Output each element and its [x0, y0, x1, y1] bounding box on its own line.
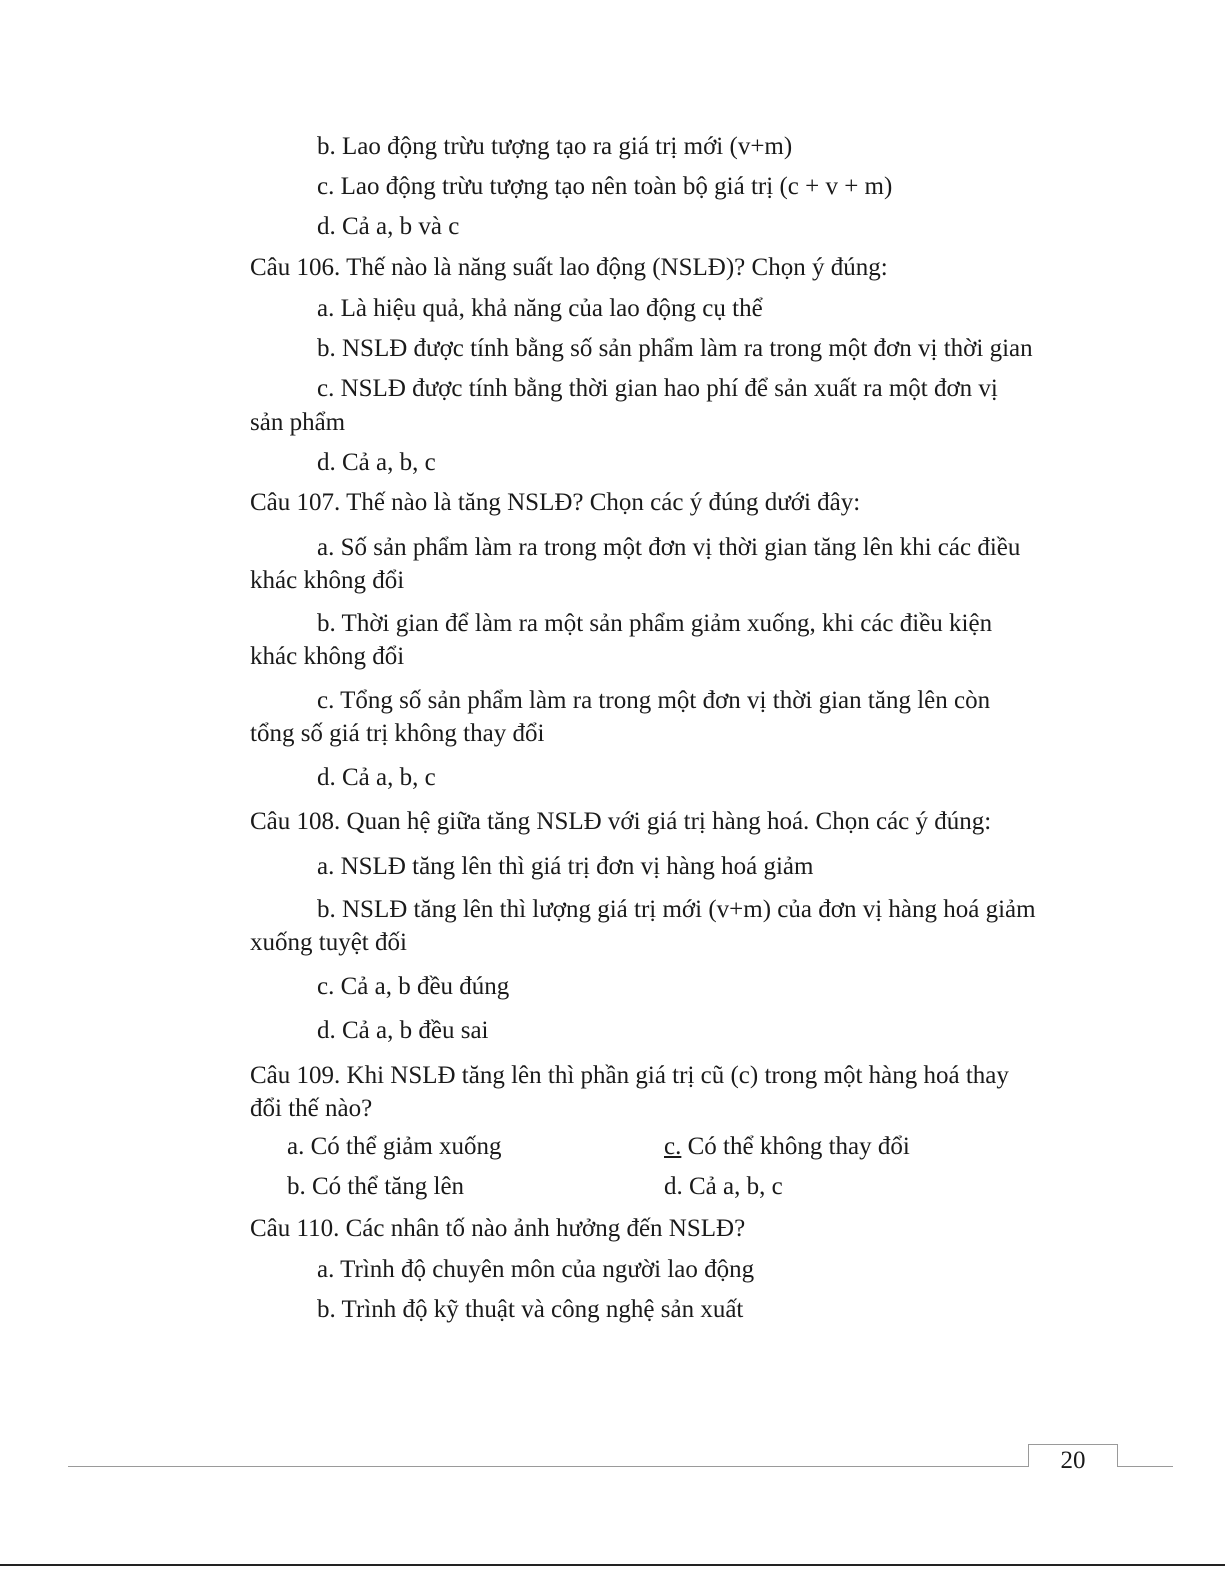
q108-option-c: c. Cả a, b đều đúng: [317, 973, 510, 1000]
q110-question: Câu 110. Các nhân tố nào ảnh hưởng đến NSLĐ?: [250, 1215, 746, 1242]
q109-option-c: [664, 1130, 910, 1164]
q106-option-c: c. NSLĐ được tính bằng thời gian hao phí để sản xuất ra một đơn vị: [317, 375, 998, 402]
q109-question-continued: đổi thế nào?: [250, 1095, 373, 1122]
q110-option-b: b. Trình độ kỹ thuật và công nghệ sản xuất: [317, 1296, 744, 1323]
page-bottom-edge: [0, 1564, 1225, 1566]
q106-question: Câu 106. Thế nào là năng suất lao động (NSLĐ)? Chọn ý đúng:: [250, 254, 888, 281]
q107-option-d: d. Cả a, b, c: [317, 764, 436, 791]
q105-option-d: d. Cả a, b và c: [317, 213, 460, 240]
q106-option-d: d. Cả a, b, c: [317, 449, 436, 476]
q107-question: Câu 107. Thế nào là tăng NSLĐ? Chọn các ý đúng dưới đây:: [250, 489, 861, 516]
footer-rule: [68, 1466, 1028, 1467]
q108-option-b: b. NSLĐ tăng lên thì lượng giá trị mới (v+m) của đơn vị hàng hoá giảm: [317, 896, 1036, 923]
page-number: 20: [1060, 1447, 1086, 1474]
q109-option-c-letter: c.: [664, 1133, 682, 1160]
q107-option-a-continued: khác không đổi: [250, 567, 405, 594]
q106-option-c-continued: sản phẩm: [250, 409, 346, 436]
q105-option-c: c. Lao động trừu tượng tạo nên toàn bộ giá trị (c + v + m): [317, 173, 893, 200]
q106-option-b: b. NSLĐ được tính bằng số sản phẩm làm ra trong một đơn vị thời gian: [317, 335, 1033, 362]
q107-option-b: b. Thời gian để làm ra một sản phẩm giảm xuống, khi các điều kiện: [317, 610, 993, 637]
q109-option-b: b. Có thể tăng lên: [287, 1173, 465, 1200]
q105-option-b: b. Lao động trừu tượng tạo ra giá trị mới (v+m): [317, 133, 793, 160]
q109-question: Câu 109. Khi NSLĐ tăng lên thì phần giá trị cũ (c) trong một hàng hoá thay: [250, 1062, 1009, 1089]
q108-option-a: a. NSLĐ tăng lên thì giá trị đơn vị hàng hoá giảm: [317, 853, 814, 880]
footer-rule-right: [1117, 1466, 1173, 1467]
q107-option-a: a. Số sản phẩm làm ra trong một đơn vị thời gian tăng lên khi các điều: [317, 534, 1021, 561]
q109-option-c-text: Có thể không thay đổi: [681, 1133, 910, 1160]
q108-question: Câu 108. Quan hệ giữa tăng NSLĐ với giá trị hàng hoá. Chọn các ý đúng:: [250, 808, 992, 835]
q106-option-a: a. Là hiệu quả, khả năng của lao động cụ thể: [317, 295, 763, 322]
q108-option-d: d. Cả a, b đều sai: [317, 1017, 489, 1044]
q107-option-b-continued: khác không đổi: [250, 643, 405, 670]
q108-option-b-continued: xuống tuyệt đối: [250, 929, 407, 956]
q107-option-c-continued: tổng số giá trị không thay đổi: [250, 720, 545, 747]
q107-option-c: c. Tổng số sản phẩm làm ra trong một đơn vị thời gian tăng lên còn: [317, 687, 991, 714]
q110-option-a: a. Trình độ chuyên môn của người lao động: [317, 1256, 755, 1283]
q109-option-a: a. Có thể giảm xuống: [287, 1133, 502, 1160]
q109-option-d: d. Cả a, b, c: [664, 1173, 783, 1200]
